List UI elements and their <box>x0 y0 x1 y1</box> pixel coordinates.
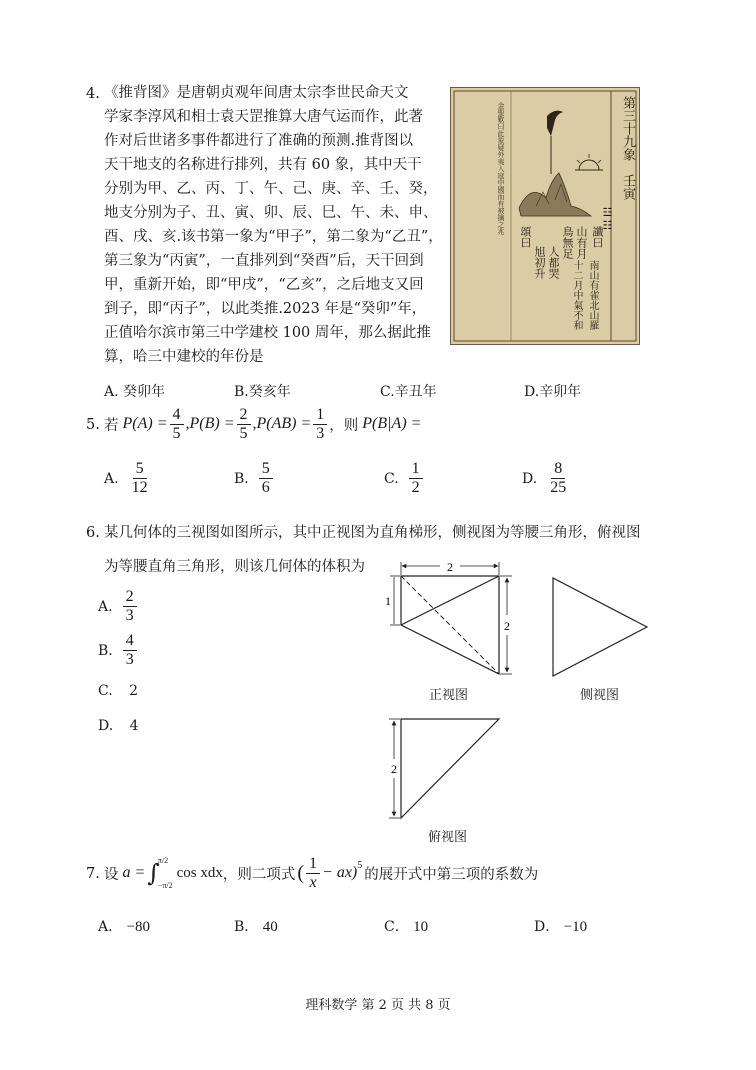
q7-option-c <box>384 916 428 936</box>
q4-line: 到子，即“丙子”，以此类推.2023 年是“癸卯”年， <box>104 301 427 317</box>
front-solid-edge <box>401 576 499 625</box>
q7-option-a <box>98 916 150 936</box>
q7-option-b <box>234 916 278 936</box>
q4-line: 作对后世诸多事件都进行了准确的预测.推背图以 <box>104 133 414 149</box>
option-letter: A. <box>104 470 119 487</box>
option-value: 10 <box>413 919 429 935</box>
tuibeitu-chen-line: 旭初升 <box>533 246 546 279</box>
q5-pa-fraction <box>170 406 184 443</box>
q7-number: 7. <box>86 866 100 882</box>
q5-pb-lhs: P(B) = <box>189 415 235 432</box>
q5-option-d <box>522 460 571 497</box>
q7-binom-rest: − ax) <box>322 864 358 881</box>
q4-option-a: A. 癸卯年 <box>104 384 166 400</box>
q5-pb-fraction <box>237 406 251 443</box>
option-letter: D． <box>534 919 560 935</box>
q4-line: 分别为甲、乙、丙、丁、午、己、庚、辛、壬、癸， <box>104 181 438 197</box>
option-value: −80 <box>126 919 151 935</box>
q4-line: 《推背图》是唐朝贞观年间唐太宗李世民命天文 <box>104 85 409 101</box>
q4-option-b: B.癸亥年 <box>234 384 291 400</box>
q4-line: 学家李淳风和相士袁天罡推算大唐气运而作，此著 <box>104 109 423 125</box>
q6-number: 6. <box>86 525 100 541</box>
frac-den: 6 <box>261 479 270 496</box>
frac-num: 1 <box>409 460 423 479</box>
option-letter: D. <box>522 470 538 487</box>
side-triangle <box>553 578 647 676</box>
tuibeitu-title: 第三十九象 壬寅 <box>620 96 635 200</box>
q7-suffix: 的展开式中第三项的系数为 <box>364 866 539 883</box>
q7-upper-limit: π/2 <box>157 856 169 865</box>
tuibeitu-hexagram: ☳☷ <box>601 206 614 232</box>
q4-option-c: C.辛丑年 <box>380 384 437 400</box>
tuibeitu-song-heading: 頌曰 <box>519 226 532 248</box>
option-letter: D. <box>98 718 114 734</box>
q7-option-d <box>534 916 587 936</box>
q6-line: 为等腰直角三角形，则该几何体的体积为 <box>104 559 365 575</box>
q7-integrand: cos xdx <box>176 864 223 881</box>
q5-option-a <box>104 460 153 497</box>
q5-option-b <box>234 460 275 497</box>
option-value: −10 <box>563 919 588 935</box>
q7-limits <box>158 856 173 890</box>
tuibeitu-song-line: 十二月中氣不和 <box>571 260 582 330</box>
q4-option-d: D.辛卯年 <box>524 384 582 400</box>
q7-integral <box>147 856 223 890</box>
q4-line: 甲，重新开始，即“甲戌”，“乙亥”，之后地支又回 <box>104 277 424 293</box>
top-triangle <box>401 719 499 818</box>
q5-pa-lhs: P(A) = <box>122 415 168 432</box>
q4-line: 第三象为“丙寅”，一直排列到“癸酉”后，天干回到 <box>104 253 424 269</box>
option-fraction <box>259 460 273 497</box>
q6-option-c <box>98 683 138 699</box>
q7-exponent: 5 <box>357 859 363 871</box>
option-fraction <box>123 632 137 669</box>
option-letter: C. <box>384 470 399 487</box>
frac-den: 12 <box>131 479 148 496</box>
tuibeitu-chen-line: 人都哭 <box>547 246 560 279</box>
top-dim-label: 2 <box>391 762 397 776</box>
frac-num: 4 <box>123 632 137 651</box>
front-hidden-edge <box>401 576 499 674</box>
option-letter: A. <box>98 598 113 615</box>
integral-sign-icon: ∫ <box>147 859 160 887</box>
option-fraction <box>409 460 423 497</box>
q7-binom-fraction <box>306 855 320 892</box>
page-footer: 理科数学 第 2 页 共 8 页 <box>305 998 451 1013</box>
q6-option-a <box>98 588 139 625</box>
q5-target: P(B|A) = <box>362 415 422 432</box>
top-view-figure <box>380 712 510 822</box>
frac-num: 1 <box>306 855 320 874</box>
front-view-label: 正视图 <box>429 688 469 703</box>
q4-line: 酉、戌、亥.该书第一象为“甲子”，第二象为“乙丑”， <box>104 229 443 245</box>
q4-stem <box>104 81 454 369</box>
q7-a-eq: a = <box>122 864 146 881</box>
q7-lower-limit: −π/2 <box>157 881 173 890</box>
q4-line: 天干地支的名称进行排列，共有 60 象，其中天干 <box>104 157 422 173</box>
q7-prefix: 设 <box>104 866 119 883</box>
frac-num: 5 <box>133 460 147 479</box>
q6-option-d <box>98 718 139 734</box>
q4-line: 地支分别为子、丑、寅、卯、辰、巳、午、未、申、 <box>104 205 438 221</box>
q4-line: 正值哈尔滨市第三中学建校 100 周年，那么据此推 <box>104 325 431 341</box>
q5-suffix: ，则 <box>329 417 359 434</box>
q5-pa-num: 4 <box>170 406 184 425</box>
q5-pab-den: 3 <box>316 424 325 442</box>
q5-prefix: 若 <box>104 417 119 434</box>
frac-num: 5 <box>259 460 273 479</box>
tuibeitu-chen-line: 鳥無足 <box>561 226 574 259</box>
q5-pab-num: 1 <box>313 406 327 425</box>
tuibeitu-chen-line: 山有月 <box>575 226 588 259</box>
q5-pab-lhs: P(AB) = <box>256 415 312 432</box>
q6-line: 某几何体的三视图如图所示，其中正视图为直角梯形，侧视图为等腰三角形，俯视图 <box>104 525 641 541</box>
front-dim-right-label: 2 <box>504 619 510 633</box>
frac-num: 2 <box>123 588 137 607</box>
q7-stem: 设 a = ∫ π/2 −π/2 cos xdx ，则二项式 ( $\frac{1}{x}$ − ax) $^5$ 的展开式中第三项的系数为 <box>104 854 539 891</box>
q5-pb-num: 2 <box>237 406 251 425</box>
q5-pab-fraction <box>313 406 327 443</box>
q7-middle: ，则二项式 <box>222 866 296 883</box>
front-dim-left-label: 1 <box>385 594 391 608</box>
tuibeitu-chen-heading: 讖曰 <box>591 226 604 248</box>
side-view-figure <box>545 570 655 680</box>
q5-option-c <box>384 460 425 497</box>
q6-option-b <box>98 632 139 669</box>
frac-den: 25 <box>550 479 567 496</box>
option-letter: C. <box>98 683 113 699</box>
option-letter: B. <box>234 470 249 487</box>
top-view-label: 俯视图 <box>428 830 468 845</box>
option-letter: A． <box>98 919 123 935</box>
option-value: 4 <box>129 718 139 734</box>
frac-den: x <box>309 873 317 891</box>
side-view-label: 侧视图 <box>580 688 620 703</box>
front-dim-top-label: 2 <box>447 560 453 574</box>
option-value: 2 <box>129 683 139 699</box>
frac-den: 3 <box>125 607 134 624</box>
q5-pa-den: 5 <box>172 424 181 442</box>
option-letter: C． <box>384 919 409 935</box>
option-value: 40 <box>262 919 278 935</box>
frac-den: 3 <box>125 651 134 668</box>
option-fraction <box>547 460 569 497</box>
tuibeitu-commentary: 金聖歎曰此象疑外夷入寇中國而有被擒之兆 <box>497 102 505 235</box>
frac-num: 8 <box>551 460 565 479</box>
option-letter: B. <box>98 642 113 659</box>
q4-number: 4. <box>86 86 100 102</box>
tuibeitu-image <box>450 87 640 345</box>
option-fraction <box>129 460 151 497</box>
q5-pb-den: 5 <box>239 424 248 442</box>
frac-den: 2 <box>411 479 420 496</box>
q4-line: 算，哈三中建校的年份是 <box>104 349 264 365</box>
q5-number: 5. <box>86 417 100 433</box>
front-view-figure <box>380 555 520 685</box>
q5-stem: 若 P(A) = $\frac{4}{5}$ , P(B) = $\frac{2}{5}$ , P(AB) = $\frac{1}{3}$ ，则 P(B|A) = <box>104 405 422 442</box>
option-fraction <box>123 588 137 625</box>
tuibeitu-song-line: 南山有雀北山羅 <box>587 260 598 330</box>
option-letter: B． <box>234 919 259 935</box>
